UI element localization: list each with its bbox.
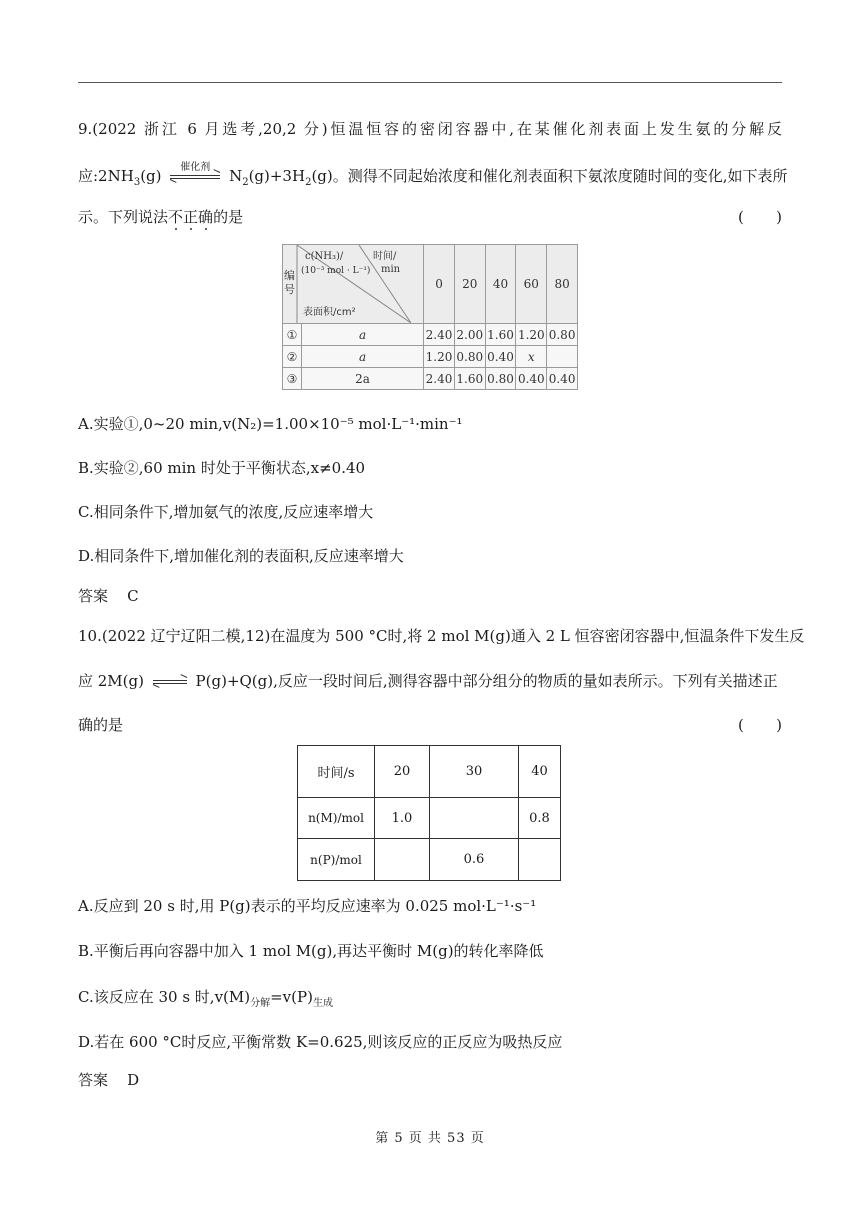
q9-option-a: A.实验①,0~20 min,v(N₂)=1.00×10⁻⁵ mol·L⁻¹·min⁻¹	[78, 415, 463, 433]
q10-answer: 答案 D	[78, 1071, 140, 1089]
table-row: ③ 2a 2.40 1.60 0.80 0.40 0.40	[283, 368, 578, 390]
svg-text:min: min	[381, 264, 401, 275]
time-header: 60	[516, 245, 547, 324]
table-row: ② a 1.20 0.80 0.40 x	[283, 346, 578, 368]
svg-text:c(NH₃)/: c(NH₃)/	[305, 251, 344, 262]
q10-stem-line1: 10.(2022 辽宁辽阳二模,12)在温度为 500 °C时,将 2 mol M(g)通入 2 L 恒容密闭容器中,恒温条件下发生反	[78, 627, 805, 645]
q10-option-c: C.该反应在 30 s 时$,v(M)_{分解}=v(P)_{生成}$	[78, 988, 333, 1009]
q9-option-d: D.相同条件下,增加催化剂的表面积,反应速率增大	[78, 547, 404, 565]
reversible-arrow-icon	[153, 670, 187, 692]
q9-option-b: B.实验②,60 min 时处于平衡状态,x≠0.40	[78, 459, 366, 477]
q9-answer-bracket: ( )	[738, 208, 782, 226]
svg-text:时间/: 时间/	[373, 251, 397, 262]
table-row: ① a 2.40 2.00 1.60 1.20 0.80	[283, 324, 578, 346]
table-row: n(M)/mol 1.0 0.8	[298, 797, 561, 839]
header-rule	[78, 82, 782, 83]
svg-text:(10⁻³ mol · L⁻¹): (10⁻³ mol · L⁻¹)	[301, 266, 371, 276]
svg-text:编: 编	[284, 269, 295, 282]
svg-text:号: 号	[284, 283, 295, 296]
time-header: 0	[424, 245, 455, 324]
table-header-row: 时间/s 20 30 40	[298, 746, 561, 798]
q10-data-table	[297, 745, 561, 881]
q9-stem-line3: 示。下列说法不正确的是	[78, 208, 244, 226]
page-number: 第 5 页 共 53 页	[375, 1131, 485, 1146]
q10-option-d: D.若在 600 °C时反应,平衡常数 K=0.625,则该反应的正反应为吸热反应	[78, 1033, 563, 1051]
q9-data-table	[282, 244, 578, 390]
q10-answer-bracket: ( )	[738, 716, 782, 734]
q10-option-b: B.平衡后再向容器中加入 1 mol M(g),再达平衡时 M(g)的转化率降低	[78, 942, 544, 960]
q10-option-a: A.反应到 20 s 时,用 P(g)表示的平均反应速率为 0.025 mol·L⁻¹·s⁻¹	[78, 897, 537, 915]
table-corner-cell	[283, 245, 424, 324]
q9-stem-line1: 9.(2022 浙江 6 月选考,20,2 分)恒温恒容的密闭容器中,在某催化剂表面上发生氨的分解反	[78, 120, 782, 138]
q10-stem-line2: 应 2M(g) P(g)+Q(g),反应一段时间后,测得容器中部分组分的物质的量如表所示。下列有关描述正	[78, 672, 778, 690]
q9-stem-line2: 应$:2NH_3(g)$ 催化剂 $N_2(g)+3H_2(g)$。测得不同起始浓度和催化剂表面积下氨浓度随时间的变化,如下表所	[78, 165, 782, 187]
time-header: 40	[485, 245, 516, 324]
time-header: 80	[547, 245, 578, 324]
time-header: 20	[454, 245, 485, 324]
svg-text:表面积/cm²: 表面积/cm²	[303, 307, 356, 318]
reversible-arrow-icon	[170, 162, 220, 187]
table-row: n(P)/mol 0.6	[298, 839, 561, 881]
q10-stem-line3: 确的是	[78, 716, 124, 734]
q9-answer: 答案 C	[78, 587, 139, 605]
q9-option-c: C.相同条件下,增加氨气的浓度,反应速率增大	[78, 503, 374, 521]
catalyst-label: 催化剂	[180, 162, 211, 173]
